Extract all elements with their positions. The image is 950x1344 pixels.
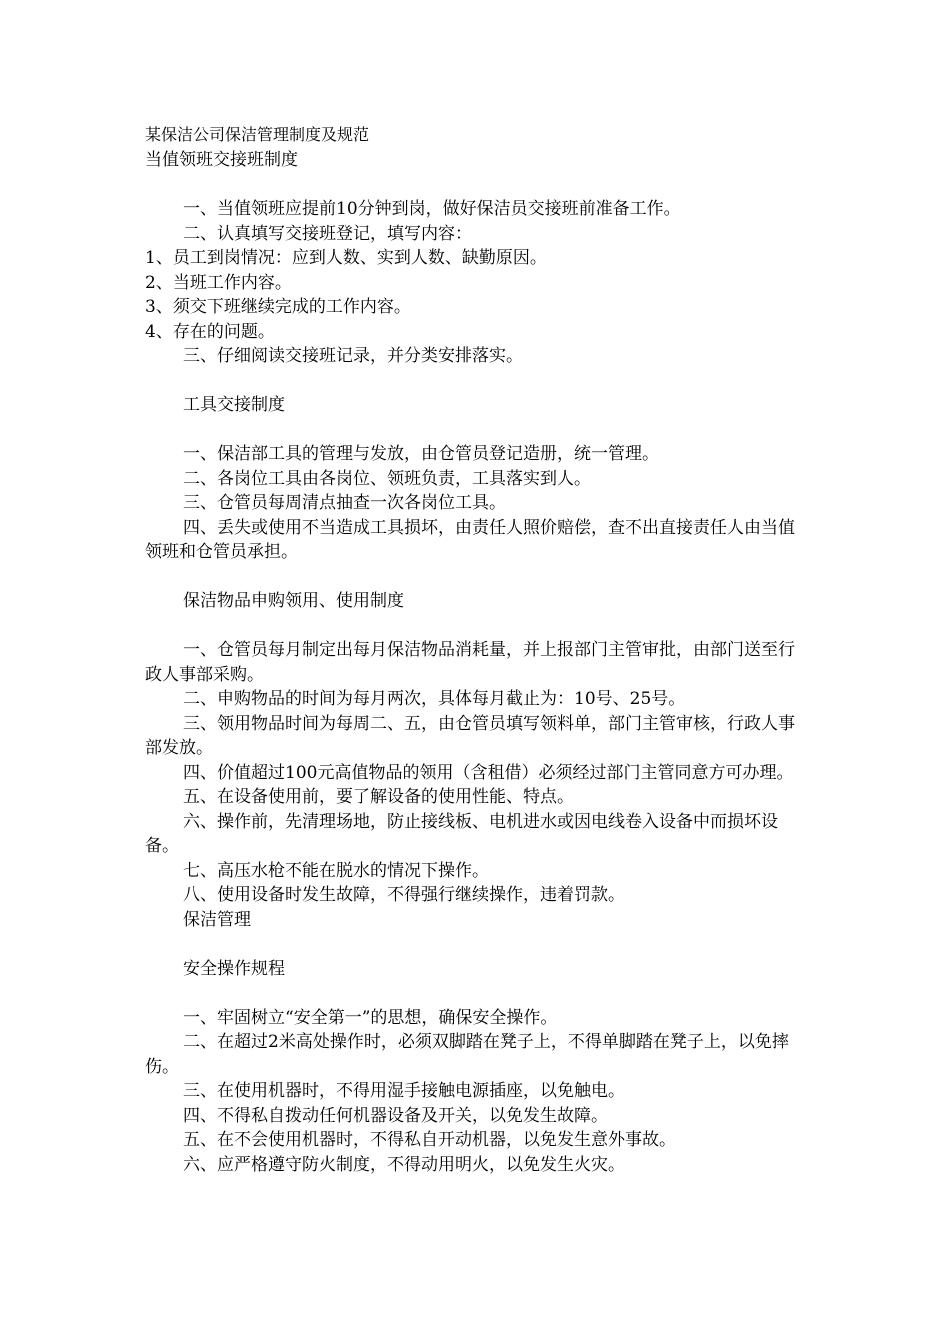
list-item: 3、须交下班继续完成的工作内容。: [145, 297, 411, 317]
paragraph: 二、各岗位工具由各岗位、领班负责，工具落实到人。: [183, 468, 591, 489]
paragraph: 四、不得私自拨动任何机器设备及开关，以免发生故障。: [183, 1105, 608, 1126]
blank-line: [145, 418, 810, 443]
paragraph: 二、在超过2米高处操作时，必须双脚踏在凳子上，不得单脚踏在凳子上，以免摔伤。: [145, 1032, 789, 1077]
paragraph: 三、仓管员每周清点抽查一次各岗位工具。: [183, 493, 506, 513]
paragraph: 一、牢固树立“安全第一”的思想，确保安全操作。: [183, 1007, 558, 1028]
section-trailer: 保洁管理: [183, 909, 251, 930]
blank-line: [145, 565, 810, 590]
section-heading-supplies: 保洁物品申购领用、使用制度: [183, 591, 404, 611]
paragraph: 三、领用物品时间为每周二、五，由仓管员填写领料单，部门主管审核，行政人事部发放。: [145, 713, 795, 758]
paragraph: 一、当值领班应提前10分钟到岗，做好保洁员交接班前准备工作。: [183, 199, 681, 219]
section-heading-handover: 当值领班交接班制度: [145, 150, 298, 170]
section-heading-tools: 工具交接制度: [183, 395, 285, 415]
paragraph: 四、价值超过100元高值物品的领用（含租借）必须经过部门主管同意方可办理。: [183, 762, 794, 783]
paragraph: 六、操作前，先清理场地，防止接线板、电机进水或因电线卷入设备中而损坏设备。: [145, 811, 778, 856]
paragraph: 三、仔细阅读交接班记录，并分类安排落实。: [183, 346, 523, 366]
paragraph: 二、认真填写交接班登记，填写内容：: [183, 223, 472, 244]
paragraph: 六、应严格遵守防火制度，不得动用明火，以免发生火灾。: [183, 1154, 625, 1175]
list-item: 1、员工到岗情况：应到人数、实到人数、缺勤原因。: [145, 248, 547, 268]
document-title: 某保洁公司保洁管理制度及规范: [145, 125, 370, 144]
paragraph: 四、丢失或使用不当造成工具损坏，由责任人照价赔偿，查不出直接责任人由当值领班和仓管员承担。: [145, 517, 795, 562]
paragraph: 八、使用设备时发生故障，不得强行继续操作，违着罚款。: [183, 885, 625, 905]
blank-line: [145, 173, 810, 198]
document-body: [145, 148, 810, 1177]
paragraph: 一、保洁部工具的管理与发放，由仓管员登记造册，统一管理。: [183, 444, 659, 464]
list-item: 4、存在的问题。: [145, 321, 275, 342]
paragraph: 七、高压水枪不能在脱水的情况下操作。: [183, 860, 489, 881]
paragraph: 一、仓管员每月制定出每月保洁物品消耗量，并上报部门主管审批，由部门送至行政人事部采购。: [145, 640, 795, 685]
blank-line: [145, 369, 810, 394]
paragraph: 五、在不会使用机器时，不得私自开动机器，以免发生意外事故。: [183, 1130, 676, 1150]
blank-line: [145, 981, 810, 1006]
paragraph: 三、在使用机器时，不得用湿手接触电源插座，以免触电。: [183, 1081, 625, 1101]
section-heading-safety: 安全操作规程: [183, 958, 285, 979]
paragraph: 五、在设备使用前，要了解设备的使用性能、特点。: [183, 787, 574, 807]
list-item: 2、当班工作内容。: [145, 272, 292, 293]
blank-line: [145, 932, 810, 957]
paragraph: 二、申购物品的时间为每月两次，具体每月截止为：10号、25号。: [183, 689, 686, 709]
blank-line: [145, 614, 810, 639]
